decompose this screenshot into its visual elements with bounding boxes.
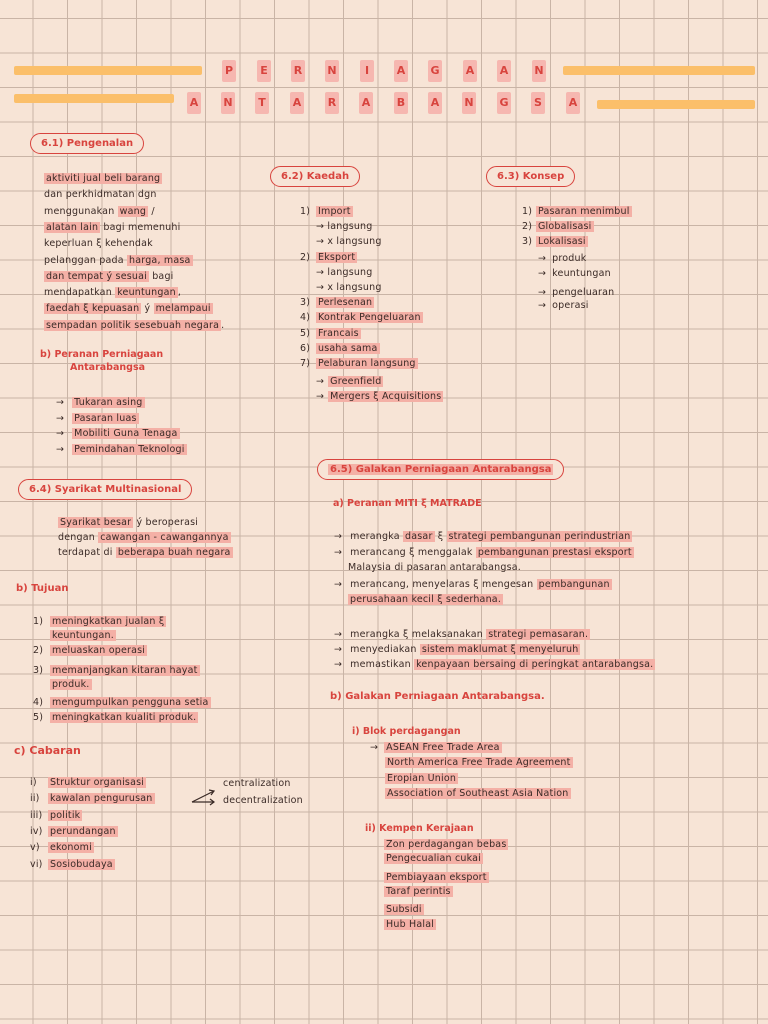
syarikat-line <box>58 546 233 560</box>
arrow-icon: → <box>538 253 547 264</box>
tujuan-item-cont <box>50 678 92 692</box>
kaedah-text: Mergers ξ Acquisitions <box>330 391 442 403</box>
kempen-text: Taraf perintis <box>386 886 451 897</box>
syarikat-line <box>58 516 198 530</box>
pengenalan-line <box>44 188 157 202</box>
cabaran-text: kawalan pengurusan <box>50 793 153 805</box>
peranan-miti-seg: ξ <box>434 531 447 542</box>
pengenalan-line <box>44 286 181 300</box>
tujuan-text-cont: produk. <box>52 679 90 690</box>
pengenalan-line-seg: bagi <box>148 270 174 282</box>
peranan-miti-item <box>334 530 632 544</box>
pengenalan-line <box>44 302 213 316</box>
peranan-miti-item <box>348 593 503 607</box>
title-letter: I <box>360 60 374 82</box>
peranan-item-text: Pasaran luas <box>74 412 137 424</box>
cabaran-num: v) <box>30 842 40 854</box>
konsep-sub-text: produk <box>552 253 587 264</box>
peranan-miti-seg: strategi pemasaran. <box>488 629 589 640</box>
title-letter: A <box>497 60 511 82</box>
kempen-item <box>384 871 489 885</box>
title-letter: G <box>428 60 442 82</box>
heading-konsep <box>486 166 575 187</box>
tujuan-text-cont: keuntungan. <box>52 630 114 641</box>
cabaran-num: vi) <box>30 858 43 870</box>
title-letter: R <box>325 92 339 114</box>
kempen-item <box>384 838 508 852</box>
pengenalan-line-seg: faedah ξ kepuasan <box>46 303 140 315</box>
arrow-icon: → <box>316 391 325 403</box>
kaedah-num: 7) <box>300 358 311 369</box>
kempen-text: Pembiayaan eksport <box>386 872 487 883</box>
tujuan-text: meningkatkan kualiti produk. <box>52 712 197 723</box>
title-letter: N <box>462 92 476 114</box>
title-bar-left-1 <box>14 66 202 75</box>
title-bar-right-1 <box>563 66 755 75</box>
blok-item <box>385 756 573 770</box>
cabaran-text: politik <box>50 809 81 821</box>
peranan-miti-seg: sistem maklumat ξ menyeluruh <box>421 644 579 655</box>
kempen-item <box>384 903 424 917</box>
kaedah-num: 6) <box>300 342 311 354</box>
konsep-text: Lokalisasi <box>538 236 586 247</box>
peranan-miti-seg: Malaysia di pasaran antarabangsa. <box>348 562 522 573</box>
title-letter: N <box>221 92 235 114</box>
title-letter: N <box>325 60 339 82</box>
peranan-miti-seg: merangka <box>350 531 404 542</box>
peranan-miti-seg: menyediakan <box>350 644 420 655</box>
arrow-icon: → <box>334 531 343 542</box>
kaedah-text: Pelaburan langsung <box>318 358 416 369</box>
heading-konsep-text: 6.3) Konsep <box>497 171 565 182</box>
cabaran-text: ekonomi <box>50 842 92 854</box>
arrow-icon: → <box>334 579 343 590</box>
cabaran-item <box>30 792 155 806</box>
pengenalan-line <box>44 221 180 235</box>
heading-pengenalan-text: 6.1) Pengenalan <box>41 138 134 149</box>
title-letter: A <box>359 92 373 114</box>
tujuan-item <box>33 711 198 725</box>
blok-item <box>385 772 458 786</box>
peranan-miti-item <box>334 546 634 560</box>
pengenalan-line <box>44 172 162 186</box>
pengenalan-line <box>44 254 193 268</box>
blok-text: Eropian Union <box>387 772 457 784</box>
kaedah-item <box>316 375 383 389</box>
tujuan-num: 4) <box>33 697 44 708</box>
kaedah-item <box>300 357 418 371</box>
blok-text: ASEAN Free Trade Area <box>386 742 500 753</box>
title-letter: A <box>566 92 580 114</box>
tujuan-item <box>33 644 147 658</box>
konsep-text: Pasaran menimbul <box>538 206 630 217</box>
pengenalan-line-seg: aktiviti jual beli barang <box>46 173 161 184</box>
konsep-sub-item <box>538 299 589 313</box>
decentralization-label: decentralization <box>223 795 303 806</box>
cabaran-num: i) <box>30 777 37 788</box>
cabaran-item <box>30 776 146 790</box>
heading-pengenalan <box>30 133 144 154</box>
arrow-icon: → <box>56 397 65 408</box>
cabaran-label: c) Cabaran <box>14 744 81 757</box>
pengenalan-line-seg: dan perkhidmatan dgn <box>44 189 157 201</box>
heading-kaedah <box>270 166 360 187</box>
kempen-item <box>384 885 453 899</box>
peranan-miti-seg: pembangunan prestasi eksport <box>477 547 632 558</box>
syarikat-line-seg: beberapa buah negara <box>117 547 231 558</box>
kaedah-item <box>300 205 353 219</box>
peranan-miti-item <box>334 658 655 672</box>
heading-galakan <box>317 459 564 480</box>
kaedah-num: 2) <box>300 251 311 263</box>
blok-text: Association of Southeast Asia Nation <box>387 787 569 799</box>
peranan-miti-seg: memastikan <box>350 659 415 670</box>
tujuan-text: memanjangkan kitaran hayat <box>52 665 198 676</box>
cabaran-text: perundangan <box>50 825 116 837</box>
pengenalan-line-seg: bagi memenuhi <box>100 221 181 233</box>
kaedah-text: usaha sama <box>318 342 378 354</box>
kaedah-text: → x langsung <box>316 236 382 248</box>
pengenalan-line <box>44 237 153 251</box>
peranan-miti-seg: pembangunan <box>538 579 610 590</box>
konsep-item <box>522 220 594 234</box>
kaedah-item <box>316 281 382 295</box>
pengenalan-line-seg: ý <box>141 303 154 315</box>
kempen-label: ii) Kempen Kerajaan <box>365 823 474 834</box>
kaedah-item <box>316 390 443 404</box>
title-bar-left-2 <box>14 94 174 103</box>
title-letter: A <box>187 92 201 114</box>
tujuan-text: meningkatkan jualan ξ <box>52 616 165 627</box>
syarikat-line-seg: cawangan - cawangannya <box>100 532 229 543</box>
centralization-label: centralization <box>223 778 291 789</box>
pengenalan-line <box>44 319 224 333</box>
konsep-sub-item <box>538 267 611 281</box>
tujuan-item <box>33 615 166 629</box>
cabaran-text: Sosiobudaya <box>50 858 113 870</box>
kaedah-text: Kontrak Pengeluaran <box>318 312 421 324</box>
arrow-icon: → <box>56 443 65 455</box>
peranan-item <box>56 396 145 410</box>
blok-item <box>370 741 502 755</box>
peranan-miti-label: a) Peranan MITI ξ MATRADE <box>333 498 482 509</box>
title-letter: A <box>290 92 304 114</box>
peranan-item-text: Pemindahan Teknologi <box>74 443 185 455</box>
peranan-miti-seg: kenpayaan bersaing di peringkat antarabangsa. <box>416 659 654 670</box>
pengenalan-line-seg: , <box>177 287 182 299</box>
pengenalan-line-seg: / <box>148 205 155 217</box>
kaedah-item <box>300 327 361 341</box>
title-letter: E <box>257 60 271 82</box>
kaedah-item <box>300 251 357 265</box>
arrow-icon: → <box>334 644 343 655</box>
arrow-icon: → <box>334 659 343 670</box>
peranan-miti-item <box>348 561 521 575</box>
pengenalan-line-seg: . <box>221 319 225 331</box>
peranan-miti-seg: merancang, menyelaras ξ mengesan <box>350 579 537 590</box>
konsep-item <box>522 235 588 249</box>
pengenalan-line-seg: harga, masa <box>129 254 191 266</box>
kempen-item <box>384 918 436 932</box>
cabaran-num: ii) <box>30 793 40 805</box>
peranan-item-text: Tukaran asing <box>74 397 143 408</box>
peranan-miti-seg: merangka ξ melaksanakan <box>350 629 487 640</box>
kaedah-num: 4) <box>300 312 311 324</box>
kaedah-text: Eksport <box>318 251 356 263</box>
tujuan-num: 5) <box>33 712 44 723</box>
cabaran-num: iv) <box>30 825 43 837</box>
peranan-item-text: Mobiliti Guna Tenaga <box>74 428 178 439</box>
syarikat-line-seg: terdapat di <box>58 547 116 558</box>
kempen-text: Hub Halal <box>386 919 435 930</box>
kaedah-item <box>300 342 380 356</box>
kaedah-item <box>316 220 373 234</box>
arrow-icon: → <box>316 376 325 387</box>
konsep-sub-text: pengeluaran <box>552 287 615 298</box>
peranan-miti-item <box>334 643 580 657</box>
title-letter: P <box>222 60 236 82</box>
heading-kaedah-text: 6.2) Kaedah <box>281 171 350 182</box>
konsep-num: 1) <box>522 206 533 217</box>
kaedah-num: 3) <box>300 297 311 309</box>
konsep-num: 2) <box>522 221 533 232</box>
tujuan-num: 3) <box>33 665 44 676</box>
blok-label: i) Blok perdagangan <box>352 726 461 737</box>
peranan-miti-seg: strategi pembangunan perindustrian <box>448 531 631 542</box>
pengenalan-line-seg: wang <box>119 205 147 217</box>
kaedah-text: → langsung <box>316 221 373 233</box>
konsep-sub-item <box>538 286 614 300</box>
cabaran-item <box>30 825 118 839</box>
pengenalan-line-seg: sempadan politik sesebuah negara <box>46 319 220 331</box>
tujuan-label: b) Tujuan <box>16 583 69 594</box>
peranan-label-2: Antarabangsa <box>70 362 146 373</box>
konsep-sub-text: keuntungan <box>552 268 611 279</box>
title-letter: A <box>428 92 442 114</box>
pengenalan-line-seg: menggunakan <box>44 205 118 217</box>
title-letter: N <box>532 60 546 82</box>
cabaran-item <box>30 858 115 872</box>
title-letter: A <box>394 60 408 82</box>
tujuan-text: mengumpulkan pengguna setia <box>52 697 209 708</box>
kaedah-text: → langsung <box>316 266 373 278</box>
title-letter: R <box>291 60 305 82</box>
peranan-miti-seg: dasar <box>405 531 433 542</box>
arrow-icon: → <box>334 629 343 640</box>
peranan-miti-item <box>334 578 612 592</box>
branch-arrow-icon <box>190 786 220 816</box>
peranan-item <box>56 427 180 441</box>
title-letter: T <box>255 92 269 114</box>
syarikat-line-seg: Syarikat besar <box>60 517 132 528</box>
kempen-text: Pengecualian cukai <box>386 853 481 864</box>
konsep-num: 3) <box>522 236 533 247</box>
kaedah-item <box>300 296 374 310</box>
pengenalan-line-seg: melampaui <box>155 303 211 315</box>
title-bar-right-2 <box>597 100 755 109</box>
tujuan-text: meluaskan operasi <box>52 645 146 656</box>
pengenalan-line-seg: keperluan ξ kehendak <box>44 238 153 250</box>
arrow-icon: → <box>370 742 379 753</box>
arrow-icon: → <box>538 268 547 279</box>
tujuan-num: 2) <box>33 645 44 656</box>
cabaran-num: iii) <box>30 809 43 821</box>
kaedah-text: → x langsung <box>316 282 382 293</box>
title-letter: B <box>394 92 408 114</box>
kempen-text: Zon perdagangan bebas <box>386 839 507 850</box>
kaedah-item <box>300 311 423 325</box>
peranan-miti-seg: perusahaan kecil ξ sederhana. <box>350 594 502 605</box>
tujuan-item <box>33 696 211 710</box>
pengenalan-line-seg: pelanggan pada <box>44 254 128 266</box>
kaedah-text: Greenfield <box>330 376 382 387</box>
kaedah-item <box>316 266 373 280</box>
kempen-item <box>384 852 483 866</box>
kaedah-num: 5) <box>300 327 311 339</box>
pengenalan-line-seg: keuntungan <box>117 287 176 299</box>
konsep-sub-item <box>538 252 586 266</box>
arrow-icon: → <box>334 547 343 558</box>
tujuan-num: 1) <box>33 616 44 627</box>
konsep-sub-text: operasi <box>552 300 589 311</box>
title-letter: A <box>463 60 477 82</box>
peranan-miti-seg: merancang ξ menggalak <box>350 547 476 558</box>
cabaran-text: Struktur organisasi <box>50 777 145 788</box>
blok-item <box>385 787 571 801</box>
tujuan-item <box>33 664 200 678</box>
konsep-text: Globalisasi <box>538 221 592 232</box>
arrow-icon: → <box>56 412 65 424</box>
arrow-icon: → <box>538 300 547 311</box>
arrow-icon: → <box>56 428 65 439</box>
kaedah-text: Francais <box>318 327 359 339</box>
heading-galakan-text: 6.5) Galakan Perniagaan Antarabangsa <box>330 464 552 475</box>
arrow-icon: → <box>538 287 547 298</box>
syarikat-line-seg: ý beroperasi <box>133 517 199 528</box>
pengenalan-line-seg: alatan lain <box>46 221 99 233</box>
syarikat-line <box>58 531 231 545</box>
peranan-miti-item <box>334 628 590 642</box>
pengenalan-line-seg: dan tempat ý sesuai <box>46 270 147 282</box>
cabaran-item <box>30 809 82 823</box>
kaedah-text: Perlesenan <box>318 297 373 309</box>
kaedah-num: 1) <box>300 206 311 217</box>
kaedah-item <box>316 235 382 249</box>
galakan-b-label: b) Galakan Perniagaan Antarabangsa. <box>330 691 545 702</box>
kempen-text: Subsidi <box>386 904 422 915</box>
heading-syarikat-multinasional <box>18 479 192 500</box>
syarikat-line-seg: dengan <box>58 532 99 543</box>
pengenalan-line <box>44 205 155 219</box>
cabaran-item <box>30 841 94 855</box>
tujuan-item-cont <box>50 629 116 643</box>
peranan-item <box>56 412 139 426</box>
peranan-label: b) Peranan Perniagaan <box>40 349 164 360</box>
title-letter: S <box>531 92 545 114</box>
blok-text: North America Free Trade Agreement <box>387 757 571 769</box>
kaedah-text: Import <box>318 206 351 217</box>
title-letter: G <box>497 92 511 114</box>
pengenalan-line <box>44 270 174 284</box>
heading-syarikat-text: 6.4) Syarikat Multinasional <box>29 484 182 495</box>
konsep-item <box>522 205 632 219</box>
peranan-item <box>56 443 187 457</box>
pengenalan-line-seg: mendapatkan <box>44 287 116 299</box>
